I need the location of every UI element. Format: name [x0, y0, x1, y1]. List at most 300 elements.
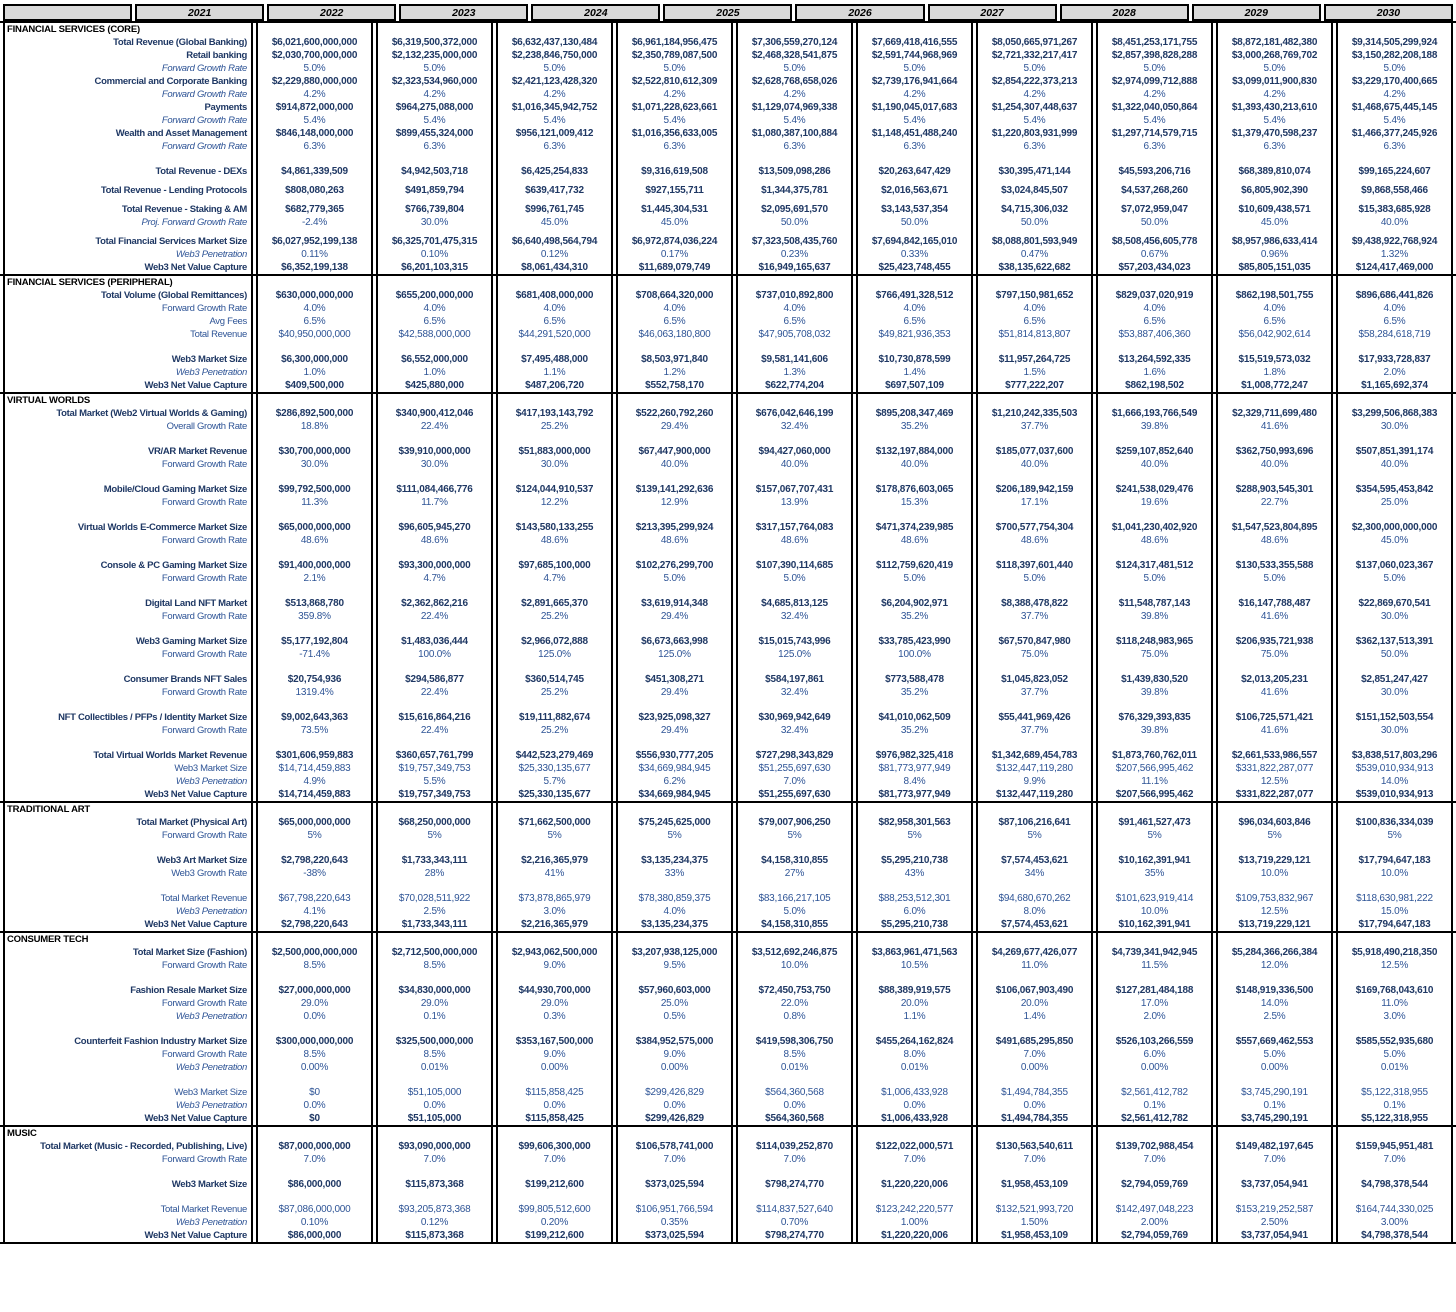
- value-cell[interactable]: $1,220,220,006: [856, 1229, 973, 1242]
- value-cell[interactable]: 6.5%: [496, 315, 613, 328]
- value-cell[interactable]: 37.7%: [976, 686, 1093, 699]
- value-cell[interactable]: 5.4%: [256, 114, 373, 127]
- value-cell[interactable]: $1,190,045,017,683: [856, 101, 973, 114]
- value-cell[interactable]: $57,960,603,000: [616, 984, 733, 997]
- value-cell[interactable]: 4.1%: [256, 905, 373, 918]
- value-cell[interactable]: $51,105,000: [376, 1086, 493, 1099]
- value-cell[interactable]: $56,042,902,614: [1216, 328, 1333, 341]
- value-cell[interactable]: 6.5%: [976, 315, 1093, 328]
- value-cell[interactable]: 2.0%: [1336, 366, 1453, 379]
- value-cell[interactable]: $132,197,884,000: [856, 445, 973, 458]
- row-label[interactable]: Web3 Gaming Market Size: [3, 635, 253, 648]
- value-cell[interactable]: 41.6%: [1216, 610, 1333, 623]
- value-cell[interactable]: $23,925,098,327: [616, 711, 733, 724]
- value-cell[interactable]: 6.3%: [496, 140, 613, 153]
- value-cell[interactable]: $2,362,862,216: [376, 597, 493, 610]
- value-cell[interactable]: $199,212,600: [496, 1229, 613, 1242]
- value-cell[interactable]: $0: [256, 1086, 373, 1099]
- value-cell[interactable]: 0.96%: [1216, 248, 1333, 261]
- value-cell[interactable]: 45.0%: [1216, 216, 1333, 229]
- value-cell[interactable]: $115,873,368: [376, 1229, 493, 1242]
- value-cell[interactable]: 5.0%: [1216, 572, 1333, 585]
- value-cell[interactable]: $6,300,000,000: [256, 353, 373, 366]
- value-cell[interactable]: 25.2%: [496, 610, 613, 623]
- value-cell[interactable]: $1,297,714,579,715: [1096, 127, 1213, 140]
- value-cell[interactable]: $976,982,325,418: [856, 749, 973, 762]
- value-cell[interactable]: 29.0%: [256, 997, 373, 1010]
- value-cell[interactable]: 8.5%: [376, 1048, 493, 1061]
- value-cell[interactable]: $83,166,217,105: [736, 892, 853, 905]
- value-cell[interactable]: $1,958,453,109: [976, 1178, 1093, 1191]
- row-label[interactable]: Web3 Net Value Capture: [3, 1229, 253, 1242]
- row-label[interactable]: Forward Growth Rate: [3, 114, 253, 127]
- value-cell[interactable]: $185,077,037,600: [976, 445, 1093, 458]
- value-cell[interactable]: 9.0%: [616, 1048, 733, 1061]
- value-cell[interactable]: $331,822,287,077: [1216, 762, 1333, 775]
- value-cell[interactable]: $44,291,520,000: [496, 328, 613, 341]
- value-cell[interactable]: -2.4%: [256, 216, 373, 229]
- year-header[interactable]: 2026: [795, 4, 924, 21]
- value-cell[interactable]: $4,269,677,426,077: [976, 946, 1093, 959]
- value-cell[interactable]: 0.0%: [856, 1099, 973, 1112]
- value-cell[interactable]: $1,006,433,928: [856, 1086, 973, 1099]
- value-cell[interactable]: 4.0%: [616, 905, 733, 918]
- row-label[interactable]: Forward Growth Rate: [3, 140, 253, 153]
- value-cell[interactable]: $142,497,048,223: [1096, 1203, 1213, 1216]
- value-cell[interactable]: $114,837,527,640: [736, 1203, 853, 1216]
- row-label[interactable]: Digital Land NFT Market: [3, 597, 253, 610]
- value-cell[interactable]: $7,323,508,435,760: [736, 235, 853, 248]
- value-cell[interactable]: 1.1%: [496, 366, 613, 379]
- value-cell[interactable]: $4,715,306,032: [976, 203, 1093, 216]
- value-cell[interactable]: 0.0%: [256, 1010, 373, 1023]
- value-cell[interactable]: 22.4%: [376, 610, 493, 623]
- value-cell[interactable]: $1,006,433,928: [856, 1112, 973, 1125]
- value-cell[interactable]: 4.0%: [496, 302, 613, 315]
- value-cell[interactable]: $87,106,216,641: [976, 816, 1093, 829]
- value-cell[interactable]: $557,669,462,553: [1216, 1035, 1333, 1048]
- value-cell[interactable]: $4,798,378,544: [1336, 1229, 1453, 1242]
- value-cell[interactable]: 7.0%: [736, 775, 853, 788]
- value-cell[interactable]: $6,972,874,036,224: [616, 235, 733, 248]
- value-cell[interactable]: $4,739,341,942,945: [1096, 946, 1213, 959]
- value-cell[interactable]: 6.5%: [256, 315, 373, 328]
- value-cell[interactable]: $1,379,470,598,237: [1216, 127, 1333, 140]
- value-cell[interactable]: 37.7%: [976, 724, 1093, 737]
- value-cell[interactable]: $132,521,993,720: [976, 1203, 1093, 1216]
- value-cell[interactable]: $1,439,830,520: [1096, 673, 1213, 686]
- value-cell[interactable]: $8,061,434,310: [496, 261, 613, 274]
- value-cell[interactable]: 2.00%: [1096, 1216, 1213, 1229]
- value-cell[interactable]: $82,958,301,563: [856, 816, 973, 829]
- value-cell[interactable]: $6,027,952,199,138: [256, 235, 373, 248]
- value-cell[interactable]: 5.4%: [1336, 114, 1453, 127]
- value-cell[interactable]: $471,374,239,985: [856, 521, 973, 534]
- value-cell[interactable]: $442,523,279,469: [496, 749, 613, 762]
- value-cell[interactable]: 3.0%: [496, 905, 613, 918]
- value-cell[interactable]: 29.4%: [616, 610, 733, 623]
- value-cell[interactable]: 0.0%: [736, 1099, 853, 1112]
- value-cell[interactable]: 50.0%: [856, 216, 973, 229]
- row-label[interactable]: Forward Growth Rate: [3, 686, 253, 699]
- value-cell[interactable]: 5.0%: [976, 572, 1093, 585]
- value-cell[interactable]: $846,148,000,000: [256, 127, 373, 140]
- value-cell[interactable]: $299,426,829: [616, 1112, 733, 1125]
- value-cell[interactable]: 7.0%: [976, 1048, 1093, 1061]
- value-cell[interactable]: 29.4%: [616, 686, 733, 699]
- value-cell[interactable]: 0.00%: [1216, 1061, 1333, 1074]
- value-cell[interactable]: 5%: [616, 829, 733, 842]
- value-cell[interactable]: $65,000,000,000: [256, 816, 373, 829]
- value-cell[interactable]: 5.4%: [616, 114, 733, 127]
- value-cell[interactable]: 0.12%: [496, 248, 613, 261]
- row-label[interactable]: Fashion Resale Market Size: [3, 984, 253, 997]
- value-cell[interactable]: 1.0%: [256, 366, 373, 379]
- value-cell[interactable]: $71,662,500,000: [496, 816, 613, 829]
- value-cell[interactable]: $75,245,625,000: [616, 816, 733, 829]
- value-cell[interactable]: $9,868,558,466: [1336, 184, 1453, 197]
- value-cell[interactable]: 4.2%: [616, 88, 733, 101]
- value-cell[interactable]: 1.5%: [976, 366, 1093, 379]
- value-cell[interactable]: 5.0%: [616, 62, 733, 75]
- value-cell[interactable]: -38%: [256, 867, 373, 880]
- value-cell[interactable]: 7.0%: [1096, 1153, 1213, 1166]
- value-cell[interactable]: 5.0%: [736, 572, 853, 585]
- value-cell[interactable]: 0.5%: [616, 1010, 733, 1023]
- value-cell[interactable]: $8,503,971,840: [616, 353, 733, 366]
- value-cell[interactable]: 43%: [856, 867, 973, 880]
- value-cell[interactable]: $419,598,306,750: [736, 1035, 853, 1048]
- value-cell[interactable]: $87,086,000,000: [256, 1203, 373, 1216]
- value-cell[interactable]: 12.5%: [1216, 775, 1333, 788]
- year-header[interactable]: 2025: [663, 4, 792, 21]
- value-cell[interactable]: $96,034,603,846: [1216, 816, 1333, 829]
- value-cell[interactable]: 7.0%: [976, 1153, 1093, 1166]
- value-cell[interactable]: $7,574,453,621: [976, 918, 1093, 931]
- value-cell[interactable]: $7,574,453,621: [976, 854, 1093, 867]
- value-cell[interactable]: $286,892,500,000: [256, 407, 373, 420]
- row-label[interactable]: Web3 Market Size: [3, 1178, 253, 1191]
- value-cell[interactable]: $2,943,062,500,000: [496, 946, 613, 959]
- value-cell[interactable]: $13,509,098,286: [736, 165, 853, 178]
- value-cell[interactable]: $1,071,228,623,661: [616, 101, 733, 114]
- value-cell[interactable]: 5.4%: [856, 114, 973, 127]
- value-cell[interactable]: $259,107,852,640: [1096, 445, 1213, 458]
- value-cell[interactable]: 5.4%: [1216, 114, 1333, 127]
- row-label[interactable]: Web3 Art Market Size: [3, 854, 253, 867]
- value-cell[interactable]: $70,028,511,922: [376, 892, 493, 905]
- value-cell[interactable]: 6.3%: [736, 140, 853, 153]
- value-cell[interactable]: $455,264,162,824: [856, 1035, 973, 1048]
- value-cell[interactable]: $91,400,000,000: [256, 559, 373, 572]
- value-cell[interactable]: 50.0%: [1336, 648, 1453, 661]
- value-cell[interactable]: $1,445,304,531: [616, 203, 733, 216]
- value-cell[interactable]: 1.1%: [856, 1010, 973, 1023]
- value-cell[interactable]: 4.0%: [256, 302, 373, 315]
- value-cell[interactable]: 41%: [496, 867, 613, 880]
- value-cell[interactable]: $41,010,062,509: [856, 711, 973, 724]
- value-cell[interactable]: $773,588,478: [856, 673, 973, 686]
- value-cell[interactable]: $25,423,748,455: [856, 261, 973, 274]
- year-header[interactable]: 2021: [135, 4, 264, 21]
- row-label[interactable]: Web3 Net Value Capture: [3, 379, 253, 392]
- value-cell[interactable]: $68,250,000,000: [376, 816, 493, 829]
- value-cell[interactable]: $13,264,592,335: [1096, 353, 1213, 366]
- value-cell[interactable]: 4.0%: [1216, 302, 1333, 315]
- value-cell[interactable]: $25,330,135,677: [496, 762, 613, 775]
- value-cell[interactable]: $2,421,123,428,320: [496, 75, 613, 88]
- value-cell[interactable]: $11,689,079,749: [616, 261, 733, 274]
- value-cell[interactable]: $88,253,512,301: [856, 892, 973, 905]
- value-cell[interactable]: 8.5%: [256, 959, 373, 972]
- value-cell[interactable]: 5.4%: [496, 114, 613, 127]
- row-label[interactable]: Total Revenue - DEXs: [3, 165, 253, 178]
- value-cell[interactable]: $899,455,324,000: [376, 127, 493, 140]
- value-cell[interactable]: 7.0%: [856, 1153, 973, 1166]
- row-label[interactable]: Web3 Penetration: [3, 248, 253, 261]
- value-cell[interactable]: 29.4%: [616, 420, 733, 433]
- value-cell[interactable]: $79,007,906,250: [736, 816, 853, 829]
- value-cell[interactable]: $112,759,620,419: [856, 559, 973, 572]
- value-cell[interactable]: $1,322,040,050,864: [1096, 101, 1213, 114]
- value-cell[interactable]: $132,447,119,280: [976, 788, 1093, 801]
- value-cell[interactable]: 2.1%: [256, 572, 373, 585]
- row-label[interactable]: Web3 Penetration: [3, 905, 253, 918]
- value-cell[interactable]: $3,150,282,208,188: [1336, 49, 1453, 62]
- value-cell[interactable]: $681,408,000,000: [496, 289, 613, 302]
- value-cell[interactable]: $20,754,936: [256, 673, 373, 686]
- value-cell[interactable]: $2,974,099,712,888: [1096, 75, 1213, 88]
- value-cell[interactable]: 0.67%: [1096, 248, 1213, 261]
- value-cell[interactable]: $19,757,349,753: [376, 788, 493, 801]
- value-cell[interactable]: $118,248,983,965: [1096, 635, 1213, 648]
- value-cell[interactable]: $4,861,339,509: [256, 165, 373, 178]
- value-cell[interactable]: $522,260,792,260: [616, 407, 733, 420]
- value-cell[interactable]: $964,275,088,000: [376, 101, 493, 114]
- value-cell[interactable]: 5.0%: [736, 905, 853, 918]
- value-cell[interactable]: $213,395,299,924: [616, 521, 733, 534]
- value-cell[interactable]: 9.0%: [496, 959, 613, 972]
- value-cell[interactable]: 5.0%: [1096, 572, 1213, 585]
- value-cell[interactable]: $42,588,000,000: [376, 328, 493, 341]
- value-cell[interactable]: 0.10%: [376, 248, 493, 261]
- value-cell[interactable]: $737,010,892,800: [736, 289, 853, 302]
- value-cell[interactable]: 22.0%: [736, 997, 853, 1010]
- value-cell[interactable]: 29.0%: [496, 997, 613, 1010]
- value-cell[interactable]: 5%: [1216, 829, 1333, 842]
- value-cell[interactable]: 4.0%: [856, 302, 973, 315]
- value-cell[interactable]: 5%: [856, 829, 973, 842]
- value-cell[interactable]: $20,263,647,429: [856, 165, 973, 178]
- value-cell[interactable]: $6,201,103,315: [376, 261, 493, 274]
- value-cell[interactable]: 12.5%: [1216, 905, 1333, 918]
- value-cell[interactable]: 29.0%: [376, 997, 493, 1010]
- value-cell[interactable]: 18.8%: [256, 420, 373, 433]
- value-cell[interactable]: $639,417,732: [496, 184, 613, 197]
- year-header[interactable]: 2029: [1192, 4, 1321, 21]
- value-cell[interactable]: $2,030,700,000,000: [256, 49, 373, 62]
- value-cell[interactable]: $409,500,000: [256, 379, 373, 392]
- value-cell[interactable]: $130,533,355,588: [1216, 559, 1333, 572]
- value-cell[interactable]: $67,570,847,980: [976, 635, 1093, 648]
- value-cell[interactable]: 10.0%: [1096, 905, 1213, 918]
- value-cell[interactable]: $164,744,330,025: [1336, 1203, 1453, 1216]
- value-cell[interactable]: 37.7%: [976, 610, 1093, 623]
- value-cell[interactable]: 1.3%: [736, 366, 853, 379]
- value-cell[interactable]: 11.7%: [376, 496, 493, 509]
- value-cell[interactable]: $55,441,969,426: [976, 711, 1093, 724]
- value-cell[interactable]: $1,547,523,804,895: [1216, 521, 1333, 534]
- value-cell[interactable]: $118,397,601,440: [976, 559, 1093, 572]
- value-cell[interactable]: 35.2%: [856, 610, 973, 623]
- value-cell[interactable]: $956,121,009,412: [496, 127, 613, 140]
- value-cell[interactable]: $206,189,942,159: [976, 483, 1093, 496]
- value-cell[interactable]: 5.0%: [376, 62, 493, 75]
- value-cell[interactable]: $927,155,711: [616, 184, 733, 197]
- value-cell[interactable]: $6,352,199,138: [256, 261, 373, 274]
- value-cell[interactable]: $340,900,412,046: [376, 407, 493, 420]
- value-cell[interactable]: $1,041,230,402,920: [1096, 521, 1213, 534]
- row-label[interactable]: Forward Growth Rate: [3, 458, 253, 471]
- value-cell[interactable]: 40.0%: [1336, 458, 1453, 471]
- value-cell[interactable]: $17,794,647,183: [1336, 918, 1453, 931]
- row-label[interactable]: Total Market (Physical Art): [3, 816, 253, 829]
- value-cell[interactable]: 5%: [256, 829, 373, 842]
- value-cell[interactable]: $132,447,119,280: [976, 762, 1093, 775]
- value-cell[interactable]: 39.8%: [1096, 420, 1213, 433]
- value-cell[interactable]: $896,686,441,826: [1336, 289, 1453, 302]
- row-label[interactable]: Web3 Net Value Capture: [3, 918, 253, 931]
- value-cell[interactable]: 48.6%: [856, 534, 973, 547]
- value-cell[interactable]: $118,630,981,222: [1336, 892, 1453, 905]
- value-cell[interactable]: 8.5%: [256, 1048, 373, 1061]
- value-cell[interactable]: $4,158,310,855: [736, 854, 853, 867]
- value-cell[interactable]: $585,552,935,680: [1336, 1035, 1453, 1048]
- value-cell[interactable]: 0.0%: [376, 1099, 493, 1112]
- value-cell[interactable]: 5.0%: [1336, 572, 1453, 585]
- value-cell[interactable]: 7.0%: [496, 1153, 613, 1166]
- value-cell[interactable]: $25,330,135,677: [496, 788, 613, 801]
- value-cell[interactable]: $301,606,959,883: [256, 749, 373, 762]
- row-label[interactable]: Forward Growth Rate: [3, 610, 253, 623]
- value-cell[interactable]: $2,229,880,000,000: [256, 75, 373, 88]
- value-cell[interactable]: 5.0%: [736, 62, 853, 75]
- value-cell[interactable]: $30,700,000,000: [256, 445, 373, 458]
- value-cell[interactable]: $115,858,425: [496, 1086, 613, 1099]
- value-cell[interactable]: $11,957,264,725: [976, 353, 1093, 366]
- row-label[interactable]: Overall Growth Rate: [3, 420, 253, 433]
- value-cell[interactable]: 5%: [496, 829, 613, 842]
- value-cell[interactable]: $99,165,224,607: [1336, 165, 1453, 178]
- value-cell[interactable]: $1,494,784,355: [976, 1112, 1093, 1125]
- value-cell[interactable]: 5.4%: [376, 114, 493, 127]
- value-cell[interactable]: $2,721,332,217,417: [976, 49, 1093, 62]
- value-cell[interactable]: $3,737,054,941: [1216, 1178, 1333, 1191]
- value-cell[interactable]: $3,143,537,354: [856, 203, 973, 216]
- value-cell[interactable]: 6.3%: [256, 140, 373, 153]
- value-cell[interactable]: $7,306,559,270,124: [736, 36, 853, 49]
- value-cell[interactable]: $2,851,247,427: [1336, 673, 1453, 686]
- value-cell[interactable]: 6.5%: [616, 315, 733, 328]
- value-cell[interactable]: $2,522,810,612,309: [616, 75, 733, 88]
- value-cell[interactable]: $51,883,000,000: [496, 445, 613, 458]
- value-cell[interactable]: 8.5%: [376, 959, 493, 972]
- value-cell[interactable]: $5,122,318,955: [1336, 1086, 1453, 1099]
- value-cell[interactable]: $1,494,784,355: [976, 1086, 1093, 1099]
- value-cell[interactable]: 3.00%: [1336, 1216, 1453, 1229]
- value-cell[interactable]: 4.0%: [736, 302, 853, 315]
- value-cell[interactable]: 73.5%: [256, 724, 373, 737]
- value-cell[interactable]: 6.3%: [616, 140, 733, 153]
- value-cell[interactable]: $798,274,770: [736, 1229, 853, 1242]
- value-cell[interactable]: 1.4%: [976, 1010, 1093, 1023]
- row-label[interactable]: Console & PC Gaming Market Size: [3, 559, 253, 572]
- value-cell[interactable]: $2,350,789,087,500: [616, 49, 733, 62]
- row-label[interactable]: Total Virtual Worlds Market Revenue: [3, 749, 253, 762]
- value-cell[interactable]: $34,669,984,945: [616, 762, 733, 775]
- value-cell[interactable]: $106,578,741,000: [616, 1140, 733, 1153]
- value-cell[interactable]: $111,084,466,776: [376, 483, 493, 496]
- value-cell[interactable]: $6,425,254,833: [496, 165, 613, 178]
- value-cell[interactable]: 41.6%: [1216, 686, 1333, 699]
- value-cell[interactable]: 12.9%: [616, 496, 733, 509]
- value-cell[interactable]: 12.0%: [1216, 959, 1333, 972]
- value-cell[interactable]: $682,779,365: [256, 203, 373, 216]
- value-cell[interactable]: 0.00%: [616, 1061, 733, 1074]
- value-cell[interactable]: 4.0%: [616, 302, 733, 315]
- value-cell[interactable]: $798,274,770: [736, 1178, 853, 1191]
- value-cell[interactable]: 9.0%: [496, 1048, 613, 1061]
- value-cell[interactable]: $373,025,594: [616, 1229, 733, 1242]
- value-cell[interactable]: $1,045,823,052: [976, 673, 1093, 686]
- value-cell[interactable]: $99,606,300,000: [496, 1140, 613, 1153]
- value-cell[interactable]: $199,212,600: [496, 1178, 613, 1191]
- value-cell[interactable]: 40.0%: [976, 458, 1093, 471]
- value-cell[interactable]: $46,063,180,800: [616, 328, 733, 341]
- value-cell[interactable]: $8,508,456,605,778: [1096, 235, 1213, 248]
- value-cell[interactable]: 75.0%: [1096, 648, 1213, 661]
- value-cell[interactable]: $895,208,347,469: [856, 407, 973, 420]
- row-label[interactable]: Forward Growth Rate: [3, 62, 253, 75]
- value-cell[interactable]: 4.2%: [1336, 88, 1453, 101]
- year-header[interactable]: 2023: [399, 4, 528, 21]
- value-cell[interactable]: 4.0%: [1336, 302, 1453, 315]
- value-cell[interactable]: $697,507,109: [856, 379, 973, 392]
- value-cell[interactable]: $2,561,412,782: [1096, 1086, 1213, 1099]
- value-cell[interactable]: $8,451,253,171,755: [1096, 36, 1213, 49]
- value-cell[interactable]: $362,750,993,696: [1216, 445, 1333, 458]
- value-cell[interactable]: 48.6%: [616, 534, 733, 547]
- value-cell[interactable]: 20.0%: [976, 997, 1093, 1010]
- value-cell[interactable]: 1.8%: [1216, 366, 1333, 379]
- value-cell[interactable]: $317,157,764,083: [736, 521, 853, 534]
- value-cell[interactable]: 33%: [616, 867, 733, 880]
- value-cell[interactable]: $19,757,349,753: [376, 762, 493, 775]
- row-label[interactable]: Forward Growth Rate: [3, 1153, 253, 1166]
- value-cell[interactable]: 4.2%: [376, 88, 493, 101]
- value-cell[interactable]: 35%: [1096, 867, 1213, 880]
- value-cell[interactable]: $1,666,193,766,549: [1096, 407, 1213, 420]
- year-header[interactable]: 2030: [1324, 4, 1453, 21]
- value-cell[interactable]: $3,619,914,348: [616, 597, 733, 610]
- value-cell[interactable]: $51,255,697,630: [736, 762, 853, 775]
- value-cell[interactable]: $68,389,810,074: [1216, 165, 1333, 178]
- value-cell[interactable]: 41.6%: [1216, 420, 1333, 433]
- value-cell[interactable]: 48.6%: [496, 534, 613, 547]
- row-label[interactable]: Forward Growth Rate: [3, 88, 253, 101]
- value-cell[interactable]: 39.8%: [1096, 724, 1213, 737]
- value-cell[interactable]: $139,141,292,636: [616, 483, 733, 496]
